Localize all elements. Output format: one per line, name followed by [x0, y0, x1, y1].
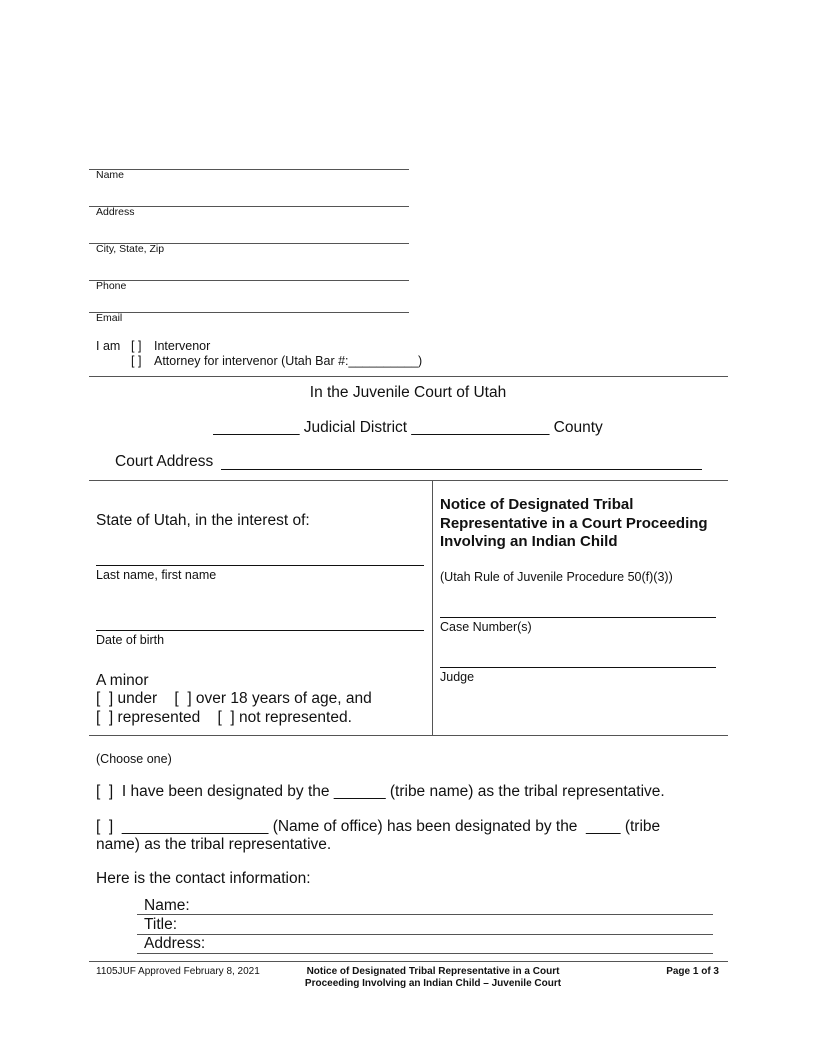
- document-title: Notice of Designated Tribal Representative in a Court Proceeding Involving an Indian Child: [440, 496, 708, 550]
- contact-title-field[interactable]: [137, 934, 713, 935]
- contact-address-label: Address:: [144, 935, 206, 952]
- city-state-zip-label: City, State, Zip: [96, 243, 165, 255]
- a-minor-label: A minor: [96, 672, 149, 689]
- footer-title-line1: Notice of Designated Tribal Representative in a Court: [306, 966, 560, 977]
- rule-citation: (Utah Rule of Juvenile Procedure 50(f)(3)): [440, 570, 673, 584]
- caption-divider: [432, 480, 433, 735]
- court-title: In the Juvenile Court of Utah: [309, 384, 507, 401]
- intervenor-label: Intervenor: [154, 339, 211, 353]
- judge-label: Judge: [440, 670, 475, 684]
- dob-field[interactable]: [96, 630, 424, 631]
- court-top-rule: [89, 376, 728, 377]
- court-address-field[interactable]: [221, 469, 702, 470]
- representation-options[interactable]: [ ] represented [ ] not represented.: [96, 709, 352, 726]
- court-address-label: Court Address: [115, 453, 214, 470]
- case-number-field[interactable]: [440, 617, 716, 618]
- last-first-label: Last name, first name: [96, 568, 217, 582]
- phone-rule: [89, 280, 409, 281]
- footer-title-line2: Proceeding Involving an Indian Child – Juvenile Court: [304, 978, 562, 989]
- attorney-checkbox[interactable]: [ ]: [131, 354, 142, 368]
- i-am-label: I am: [96, 339, 121, 353]
- intervenor-checkbox[interactable]: [ ]: [131, 339, 142, 353]
- phone-label: Phone: [96, 280, 127, 292]
- case-number-label: Case Number(s): [440, 620, 532, 634]
- contact-name-field[interactable]: [137, 914, 713, 915]
- contact-name-label: Name:: [144, 897, 190, 914]
- judge-field[interactable]: [440, 667, 716, 668]
- contact-address-field[interactable]: [137, 953, 713, 954]
- choose-one-label: (Choose one): [96, 752, 172, 766]
- caption-top-rule: [89, 480, 728, 481]
- option-designated-office-cont: name) as the tribal representative.: [96, 836, 332, 853]
- option-designated-self[interactable]: [ ] I have been designated by the ______ (tribe name) as the tribal representative.: [96, 783, 665, 800]
- name-label: Name: [96, 169, 125, 181]
- email-rule: [89, 312, 409, 313]
- state-of-utah-label: State of Utah, in the interest of:: [96, 512, 310, 529]
- footer-page-number: Page 1 of 3: [666, 966, 719, 977]
- contact-intro: Here is the contact information:: [96, 870, 311, 887]
- email-label: Email: [96, 312, 123, 324]
- filer-top-rule: [89, 169, 409, 170]
- caption-bottom-rule: [89, 735, 728, 736]
- footer-rule: [89, 961, 728, 962]
- address-label: Address: [96, 206, 135, 218]
- dob-label: Date of birth: [96, 633, 165, 647]
- option-designated-office[interactable]: [ ] _________________ (Name of office) has been designated by the ____ (tribe: [96, 818, 661, 835]
- child-name-field[interactable]: [96, 565, 424, 566]
- address-rule: [89, 206, 409, 207]
- judicial-district-line: __________ Judicial District ________________ County: [213, 419, 603, 436]
- age-options[interactable]: [ ] under [ ] over 18 years of age, and: [96, 690, 372, 707]
- footer-form-id: 1105JUF Approved February 8, 2021: [96, 966, 260, 977]
- contact-title-label: Title:: [144, 916, 178, 933]
- attorney-label: Attorney for intervenor (Utah Bar #:__________): [154, 354, 423, 368]
